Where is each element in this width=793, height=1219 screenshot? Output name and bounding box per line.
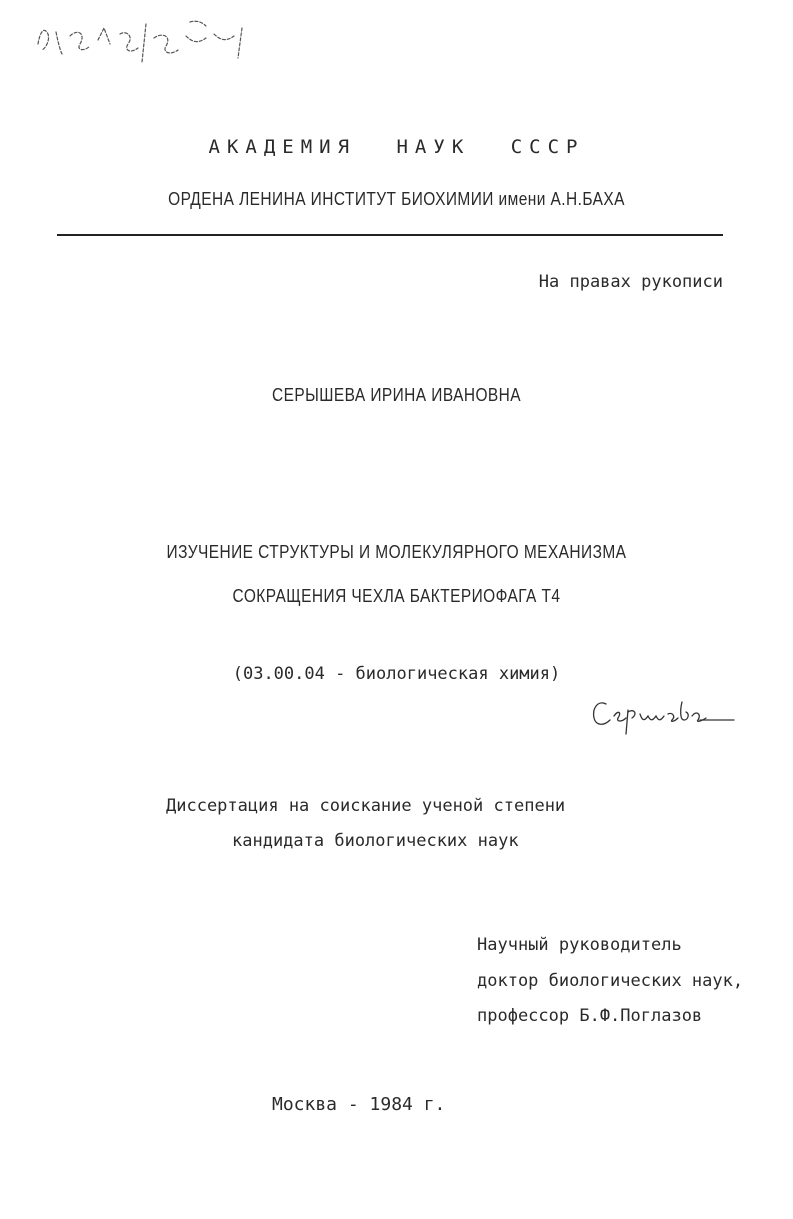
place-and-year: Москва - 1984 г. [272, 1094, 446, 1115]
header-divider [57, 234, 723, 236]
specialty-code: (03.00.04 - биологическая химия) [232, 664, 561, 684]
dissertation-line-1: Диссертация на соискание ученой степени [166, 796, 566, 816]
dissertation-line-2: кандидата биологических наук [232, 831, 519, 851]
handwritten-corner-note [30, 14, 260, 74]
supervisor-line-1: Научный руководитель [477, 935, 682, 955]
thesis-title-line-2: СОКРАЩЕНИЯ ЧЕХЛА БАКТЕРИОФАГА Т4 [232, 586, 561, 606]
thesis-title-line-1: ИЗУЧЕНИЕ СТРУКТУРЫ И МОЛЕКУЛЯРНОГО МЕХАНИЗМА [166, 542, 627, 562]
institute-name: ОРДЕНА ЛЕНИНА ИНСТИТУТ БИОХИМИИ имени А.Н.БАХА [168, 189, 625, 209]
supervisor-line-2: доктор биологических наук, [477, 971, 744, 991]
handwritten-signature [588, 690, 738, 735]
rights-note: На правах рукописи [538, 272, 723, 292]
author-name: СЕРЫШЕВА ИРИНА ИВАНОВНА [271, 385, 522, 405]
supervisor-line-3: профессор Б.Ф.Поглазов [477, 1006, 703, 1026]
academy-heading: АКАДЕМИЯ НАУК СССР [208, 136, 585, 158]
